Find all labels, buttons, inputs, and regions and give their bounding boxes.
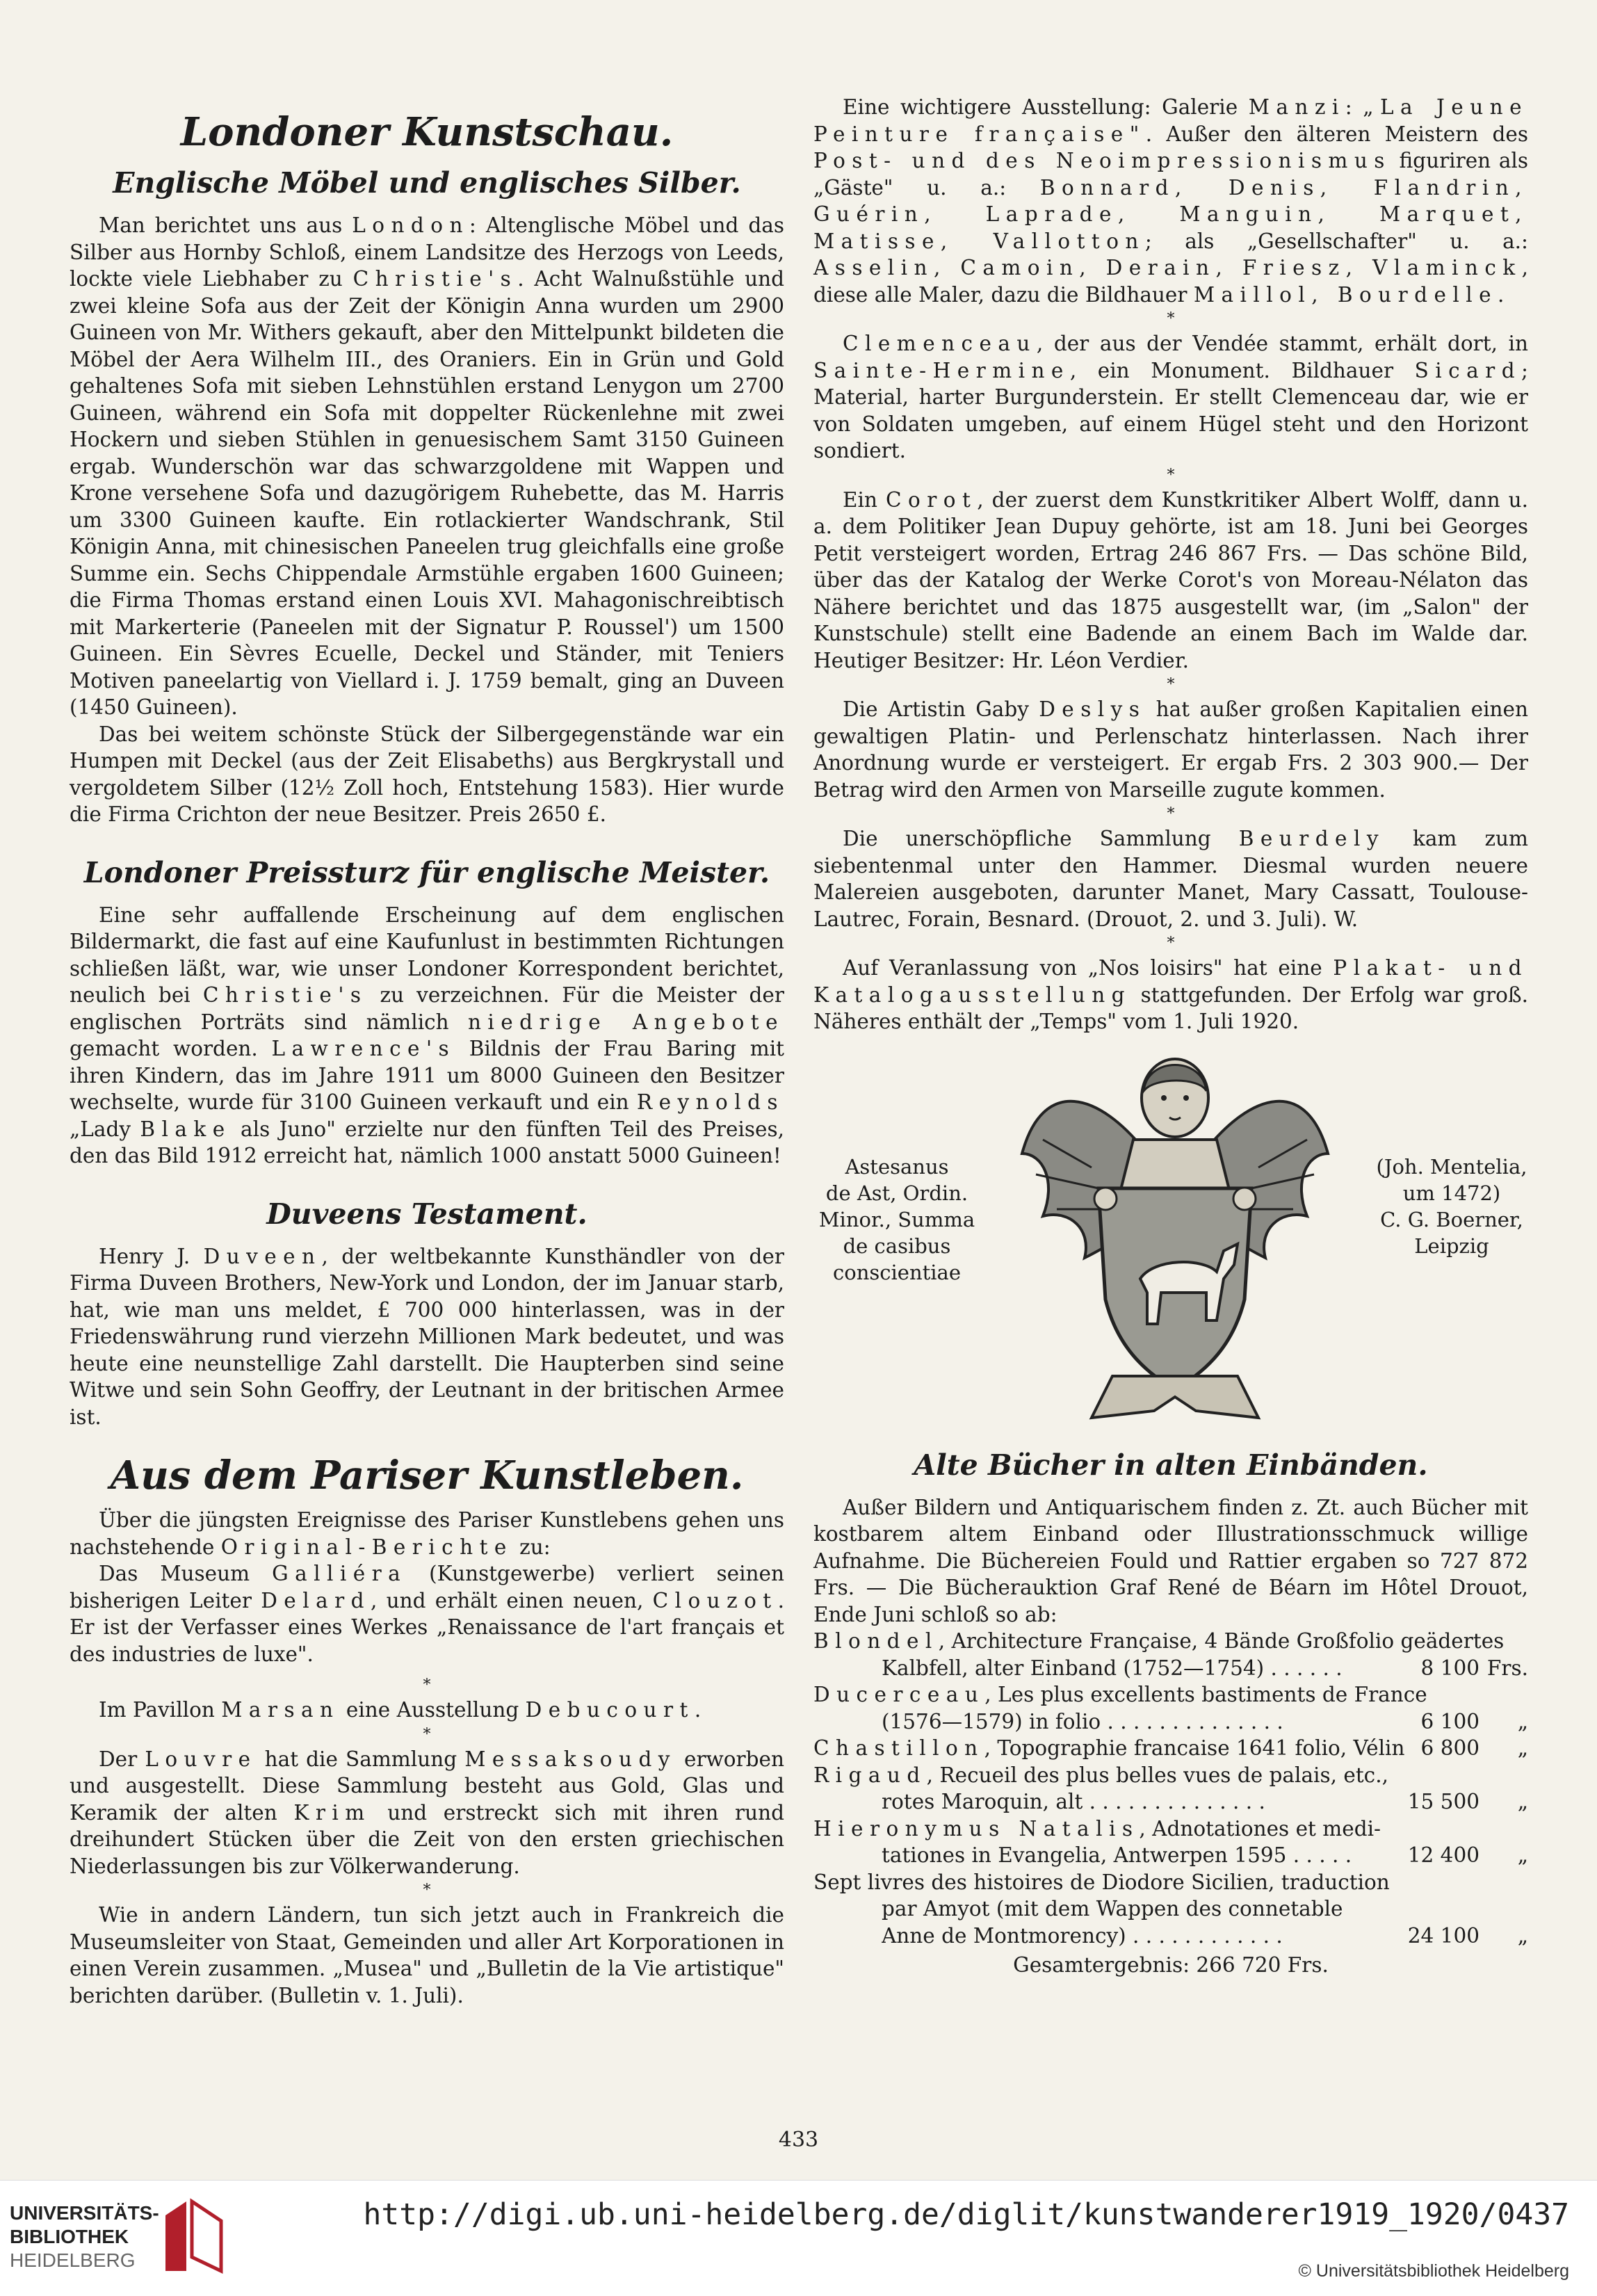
text-run: : (1345, 95, 1363, 119)
text-run: Auf Veranlassung von „Nos loisirs" hat eine (843, 956, 1333, 980)
text-run: hat außer großen Kapitalien einen gewaltigen Platin- und Perlenschatz hinterlassen. Nach ihrer Anordnung wurde er versteigert. Er ergab Frs. 2 303 900.— Der Betrag wird den Armen von Marseille zugute kommen. (813, 697, 1528, 802)
catalog-total: Gesamtergebnis: 266 720 Frs. (1013, 1953, 1329, 1977)
text-run: . (694, 1698, 702, 1722)
text-run: Henry J. (99, 1244, 204, 1268)
logo-line: HEIDELBERG (10, 2249, 136, 2271)
paragraph (813, 487, 1528, 674)
catalog-unit: „ (1517, 1709, 1528, 1733)
text-run: und erstreckt sich mit ihren rund dreihundert Stücken über die Zeit von den ersten griechischen Niederlassungen bis zur Völkerwanderung. (70, 1800, 784, 1878)
paragraph (70, 902, 784, 1170)
paragraph (813, 696, 1528, 803)
page-number: 433 (778, 2128, 819, 2152)
catalog-price: 12 400 (1407, 1843, 1480, 1867)
spaced-name: Plakat- und Katalogausstellung (813, 956, 1529, 1007)
catalog-entry (813, 1762, 1528, 1816)
section-divider-star: * (423, 1882, 431, 1899)
catalog-price: 6 100 (1420, 1709, 1480, 1733)
caption-line: Leipzig (1414, 1234, 1489, 1258)
subheading-duveens-testament: Duveens Testament. (266, 1197, 587, 1231)
catalog-entry (813, 1869, 1528, 1950)
spaced-name: „La Jeune Peinture française" (813, 95, 1528, 146)
catalog-entry-title (813, 1762, 1528, 1789)
catalog-continuation: Kalbfell, alter Einband (1752—1754) . . . . . . (882, 1656, 1343, 1680)
text-run: , der zuerst dem Kunstkritiker Albert Wolff, dann u. a. dem Politiker Jean Dupuy gehörte, ist am 18. Juni bei Georges Petit versteigert worden, Ertrag 246 867 Frs. — Das schöne Bild, über das der Katalog der Werke Corot's von Moreau-Nélaton das Nähere berichtet und das 1875 ausgestellt war, (im „Salon" der Kunstschule) stellt eine Badende an einem Bach im Walde dar. Heutiger Besitzer: Hr. Léon Verdier. (813, 487, 1528, 672)
text-run: . Acht Walnußstühle und zwei kleine Sofa aus der Zeit der Königin Anna wurden um 2900 Guineen von Mr. Withers gekauft, aber den Mittelpunkt bildeten die Möbel der Aera Wilhelm III., des Oraniers. Ein in Grün und Gold gehaltenes Sofa mit sieben Lehnstühlen erstand Lenygon um 2700 Guineen, während ein Sofa mit doppelter Rückenlehne mit zwei Hockern und sieben Stühlen in genuesischem Samt 3150 Guineen ergab. Wunderschön war das schwarzgoldene mit Wappen und Krone versehene Sofa und dazugörigem Ruhebette, das M. Harris um 3300 Guineen kaufte. Ein rotlackierter Wandschrank, Stil Königin Anna, mit chinesischen Paneelen trug gleichfalls eine große Summe ein. Sechs Chippendale Armstühle ergaben 1600 Guineen; die Firma Thomas erstand einen Louis XVI. Mahagonischreibtisch mit Markerterie (Paneelen mit der Signatur P. Roussel') um 1500 Guineen. Ein Sèvres Ecuelle, Deckel und Ständer, mit Teniers Motiven paneelartig von Viellard i. J. 1759 bemalt, ging an Duveen (1450 Guineen). (70, 267, 784, 719)
angel-with-shield-woodcut (1015, 1049, 1335, 1425)
catalog-title-text: , Recueil des plus belles vues de palais, etc., (926, 1763, 1388, 1787)
catalog-price-row (813, 1708, 1528, 1736)
spaced-name: Krim (293, 1800, 371, 1825)
spaced-name: Marsan (221, 1698, 340, 1722)
section-divider-star: * (1167, 466, 1175, 484)
spaced-name: Bonnard, Denis, Flandrin, Guérin, Laprade, Manguin, Marquet, Matisse, Vallotton (813, 175, 1528, 253)
spaced-name: Louvre (145, 1747, 257, 1771)
catalog-entry (813, 1735, 1528, 1762)
catalog-title-text: , Les plus excellents bastiments de France (984, 1683, 1427, 1706)
spaced-name: Clemenceau (843, 332, 1037, 355)
text-run: Eine sehr auffallende Erscheinung auf dem englischen Bildermarkt, die fast auf eine Kaufunlust in bestimmten Richtungen schließen läßt, war, wie unser Londoner Korrespondent berichtet, neulich bei (70, 903, 784, 1007)
catalog-price: 15 500 (1407, 1790, 1480, 1813)
spaced-name: niedrige Angebote (467, 1010, 784, 1034)
text-run: . Er ist der Verfasser eines Werkes „Renaissance de l'art français et des industries de luxe". (70, 1588, 784, 1666)
text-run: ; Material, harter Burgunderstein. Er stellt Clemenceau dar, wie er von Soldaten umgeben, auf einem Hügel steht und den Horizont sondiert. (813, 358, 1528, 462)
catalog-author: Chastillon (813, 1736, 984, 1760)
logo-line: BIBLIOTHEK (10, 2226, 129, 2247)
section-divider-star: * (1167, 805, 1175, 823)
section-divider-star: * (1167, 310, 1175, 328)
figure-caption-right (1375, 1154, 1528, 1259)
text-run: . (1498, 282, 1505, 307)
catalog-price: 6 800 (1420, 1736, 1480, 1760)
text-run: : Altenglische Möbel und das Silber aus Hornby Schloß, einem Landsitze des Herzogs von Leeds, lockte viele Liebhaber zu (70, 213, 785, 291)
spaced-name: Post- und des Neoimpressionismus (813, 149, 1391, 172)
text-run: Im Pavillon (99, 1698, 222, 1722)
catalog-entry (813, 1628, 1528, 1681)
spaced-name: Reynolds (636, 1090, 784, 1114)
catalog-price: 24 100 (1407, 1923, 1480, 1948)
text-run: eine Ausstellung (339, 1698, 526, 1722)
subheading-alte-buecher: Alte Bücher in alten Einbänden. (914, 1448, 1428, 1482)
catalog-entry-title (813, 1869, 1528, 1896)
woodcut-figure (813, 1049, 1528, 1425)
text-run: Die unerschöpfliche Sammlung (843, 827, 1239, 850)
right-column (813, 59, 1528, 1979)
text-run: Der (99, 1747, 145, 1771)
heading-londoner-kunstschau: Londoner Kunstschau. (180, 109, 674, 155)
paragraph (70, 1507, 784, 1560)
copyright-notice: © Universitätsbibliothek Heidelberg (1298, 2261, 1569, 2281)
spaced-name: Messaksoudy (464, 1747, 676, 1771)
section-divider-star: * (423, 1725, 431, 1743)
catalog-title-text: , Adnotationes et medi- (1139, 1816, 1381, 1841)
catalog-title-text: , Topographie francaise 1641 folio, Vélin (984, 1736, 1405, 1760)
subheading-moebel-silber: Englische Möbel und englisches Silber. (113, 166, 741, 200)
catalog-title-text: Sept livres des histoires de Diodore Sicilien, traduction (813, 1870, 1390, 1894)
spaced-name: Lawrence's (271, 1037, 456, 1060)
text-run: als Juno" erzielte nur den fünften Teil des Preises, den das Bild 1912 erreicht hat, nämlich 1000 anstatt 5000 Guineen! (70, 1117, 784, 1167)
library-logo-text (10, 2201, 159, 2272)
section-divider-star: * (1167, 676, 1175, 693)
text-run: Bildnis der Frau Baring mit ihren Kindern, das im Jahre 1911 um 8000 Guineen den Besitzer wechselte, wurde für 3100 Guineen verkauft und ein (70, 1037, 784, 1114)
catalog-unit: „ (1517, 1923, 1528, 1948)
catalog-title-text: , Architecture Française, 4 Bände Großfolio geädertes (938, 1629, 1505, 1653)
catalog-unit: „ (1517, 1843, 1528, 1867)
spaced-name: Galliéra (272, 1562, 407, 1585)
text-run: gemacht worden. (70, 1037, 272, 1060)
spaced-name: Christie's (202, 983, 368, 1007)
catalog-price-row (813, 1842, 1528, 1869)
catalog-author: Rigaud (813, 1763, 927, 1787)
text-run: , der weltbekannte Kunsthändler von der Firma Duveen Brothers, New-York und London, der im Januar starb, hat, wie man uns meldet, £ 700 000 hinterlassen, was in der Friedenswährung rund vierzehn Millionen Mark bedeutet, und was heute eine neunstellige Zahl darstellt. Die Haupterben sind seine Witwe und sein Sohn Geoffry, der Leutnant in der britischen Armee ist. (70, 1244, 784, 1429)
catalog-continuation: par Amyot (mit dem Wappen des connetable (882, 1897, 1343, 1921)
paragraph (813, 94, 1528, 308)
catalog-unit: Frs. (1486, 1656, 1528, 1680)
spaced-name: Sainte-Hermine (813, 358, 1070, 382)
spaced-name: Asselin, Camoin, Derain, Friesz, Vlaminck (813, 256, 1522, 280)
catalog-price: 8 100 (1420, 1656, 1480, 1680)
text-run: stattgefunden. Der Erfolg war groß. Näheres enthält der „Temps" vom 1. Juli 1920. (813, 983, 1528, 1033)
text-run: , und erhält einen neuen, (370, 1588, 653, 1612)
catalog-unit: „ (1517, 1736, 1528, 1760)
library-footer (0, 2180, 1597, 2296)
spaced-name: London (352, 213, 469, 237)
spaced-name: Corot (886, 487, 978, 512)
catalog-author: Ducerceau (813, 1683, 985, 1706)
text-run: Über die jüngsten Ereignisse des Pariser Kunstlebens gehen uns nachstehende (70, 1508, 784, 1559)
text-run: Man berichtet uns aus (99, 213, 352, 237)
heading-pariser-kunstleben: Aus dem Pariser Kunstleben. (110, 1453, 744, 1498)
paragraph (813, 1494, 1528, 1628)
paragraph (813, 955, 1528, 1035)
text-run: Eine wichtigere Ausstellung: Galerie (843, 95, 1249, 119)
catalog-entry-title (813, 1628, 1528, 1655)
catalog-unit: „ (1517, 1790, 1528, 1813)
catalog-entry (813, 1681, 1528, 1735)
spaced-name: Manzi (1248, 95, 1345, 119)
spaced-name: Beurdely (1238, 827, 1385, 850)
caption-line: (Joh. Mentelia, (1376, 1154, 1527, 1179)
catalog-price-row (813, 1655, 1528, 1682)
catalog-price-row (813, 1788, 1528, 1816)
paragraph (70, 1243, 784, 1431)
auction-catalog-list (813, 1628, 1528, 1949)
logo-line: UNIVERSITÄTS- (10, 2202, 159, 2224)
text-run: kam zum siebentenmal unter den Hammer. Diesmal wurden neuere Malereien ausgeboten, darunter Manet, Mary Cassatt, Toulouse-Lautrec, Forain, Besnard. (Drouot, 2. und 3. Juli). W. (813, 827, 1528, 931)
text-run: Außer Bildern und Antiquarischem finden z. Zt. auch Bücher mit kostbarem altem Einband oder Illustrationsschmuck willige Aufnahme. Die Büchereien Fould und Rattier ergaben so 727 872 Frs. — Die Bücherauktion Graf René de Béarn im Hôtel Drouot, Ende Juni schloß so ab: (813, 1495, 1528, 1626)
spaced-name: Christie's (352, 267, 518, 291)
text-run: , der aus der Vendée stammt, erhält dort, in (1036, 332, 1528, 355)
caption-line: de Ast, Ordin. (825, 1181, 968, 1205)
caption-line: um 1472) (1402, 1181, 1501, 1205)
left-column (70, 59, 784, 2009)
spaced-name: Debucourt (525, 1698, 695, 1722)
library-logo-icon (159, 2194, 228, 2278)
caption-line: C. G. Boerner, (1380, 1207, 1523, 1231)
catalog-entry (813, 1816, 1528, 1869)
paragraph (70, 212, 784, 721)
text-run: (Kunstgewerbe) verliert seinen bisherigen Leiter (70, 1562, 784, 1612)
figure-caption-left (813, 1154, 980, 1286)
permalink-url[interactable]: http://digi.ub.uni-heidelberg.de/diglit/kunstwanderer1919_1920/0437 (363, 2197, 1569, 2232)
text-run: „Lady (70, 1117, 140, 1141)
catalog-continuation: (1576—1579) in folio . . . . . . . . . . . . . . (882, 1709, 1283, 1733)
caption-line: de casibus (843, 1234, 951, 1258)
caption-line: conscientiae (833, 1260, 961, 1284)
caption-line: Astesanus (845, 1154, 949, 1179)
section-divider-star: * (1167, 935, 1175, 952)
spaced-name: Blake (140, 1117, 232, 1141)
catalog-entry-title (813, 1735, 1528, 1762)
spaced-name: Clouzot (652, 1588, 778, 1612)
catalog-author: Blondel (813, 1629, 939, 1653)
spaced-name: Original-Berichte (220, 1535, 513, 1559)
text-run: ; als „Gesellschafter" u. a.: (1144, 229, 1528, 253)
paragraph (70, 1697, 784, 1724)
catalog-author: Hieronymus Natalis (813, 1816, 1140, 1841)
catalog-continuation: Anne de Montmorency) . . . . . . . . . . . . (882, 1923, 1283, 1948)
spaced-name: Duveen (203, 1244, 322, 1268)
text-run: Ein (843, 487, 886, 512)
subheading-preissturz: Londoner Preissturz für englische Meister. (83, 855, 770, 889)
paragraph (70, 1560, 784, 1667)
paragraph: Wie in andern Ländern, tun sich jetzt auch in Frankreich die Museumsleiter von Staat, Gemeinden und aller Art Korporationen in einen Verein zusammen. „Musea" und „Bulletin de la Vie artistique" berichten darüber. (Bulletin v. 1. Juli). (70, 1903, 784, 2007)
section-divider-star: * (423, 1676, 431, 1694)
text-run: zu verzeichnen. Für die Meister der englischen Porträts sind nämlich (70, 983, 784, 1034)
spaced-name: Maillol, Bourdelle (1193, 282, 1498, 307)
text-run: zu: (512, 1535, 551, 1559)
paragraph (70, 1746, 784, 1880)
paragraph (813, 330, 1528, 464)
paragraph (813, 825, 1528, 932)
spaced-name: Sicard (1414, 358, 1522, 382)
text-run: figuriren als „Gäste" u. a.: (813, 149, 1528, 200)
catalog-entry-title (813, 1816, 1528, 1843)
spaced-name: Delard (261, 1588, 371, 1612)
text-run: Die Artistin Gaby (843, 697, 1039, 721)
text-run: Das Museum (99, 1562, 273, 1585)
spaced-name: Deslys (1039, 697, 1146, 721)
caption-line: Minor., Summa (818, 1207, 975, 1231)
catalog-continuation: rotes Maroquin, alt . . . . . . . . . . . . . . (882, 1790, 1265, 1813)
paragraph: Das bei weitem schönste Stück der Silbergegenstände war ein Humpen mit Deckel (aus der Zeit Elisabeths) aus Bergkrystall und vergoldetem Silber (12½ Zoll hoch, Entstehung 1583). Hier wurde die Firma Crichton der neue Besitzer. Preis 2650 £. (70, 722, 784, 826)
text-run: , ein Monument. Bildhauer (1069, 358, 1415, 382)
text-run: erworben und ausgestellt. Diese Sammlung besteht aus Gold, Glas und Keramik der alten (70, 1747, 784, 1825)
catalog-entry-title (813, 1681, 1528, 1708)
catalog-price-row (813, 1923, 1528, 1950)
text-run: . Außer den älteren Meistern des (1145, 122, 1528, 146)
catalog-continuation: tationes in Evangelia, Antwerpen 1595 . . . . . (882, 1843, 1352, 1867)
text-run: hat die Sammlung (257, 1747, 465, 1771)
text-run: , diese alle Maler, dazu die Bildhauer (813, 256, 1528, 307)
